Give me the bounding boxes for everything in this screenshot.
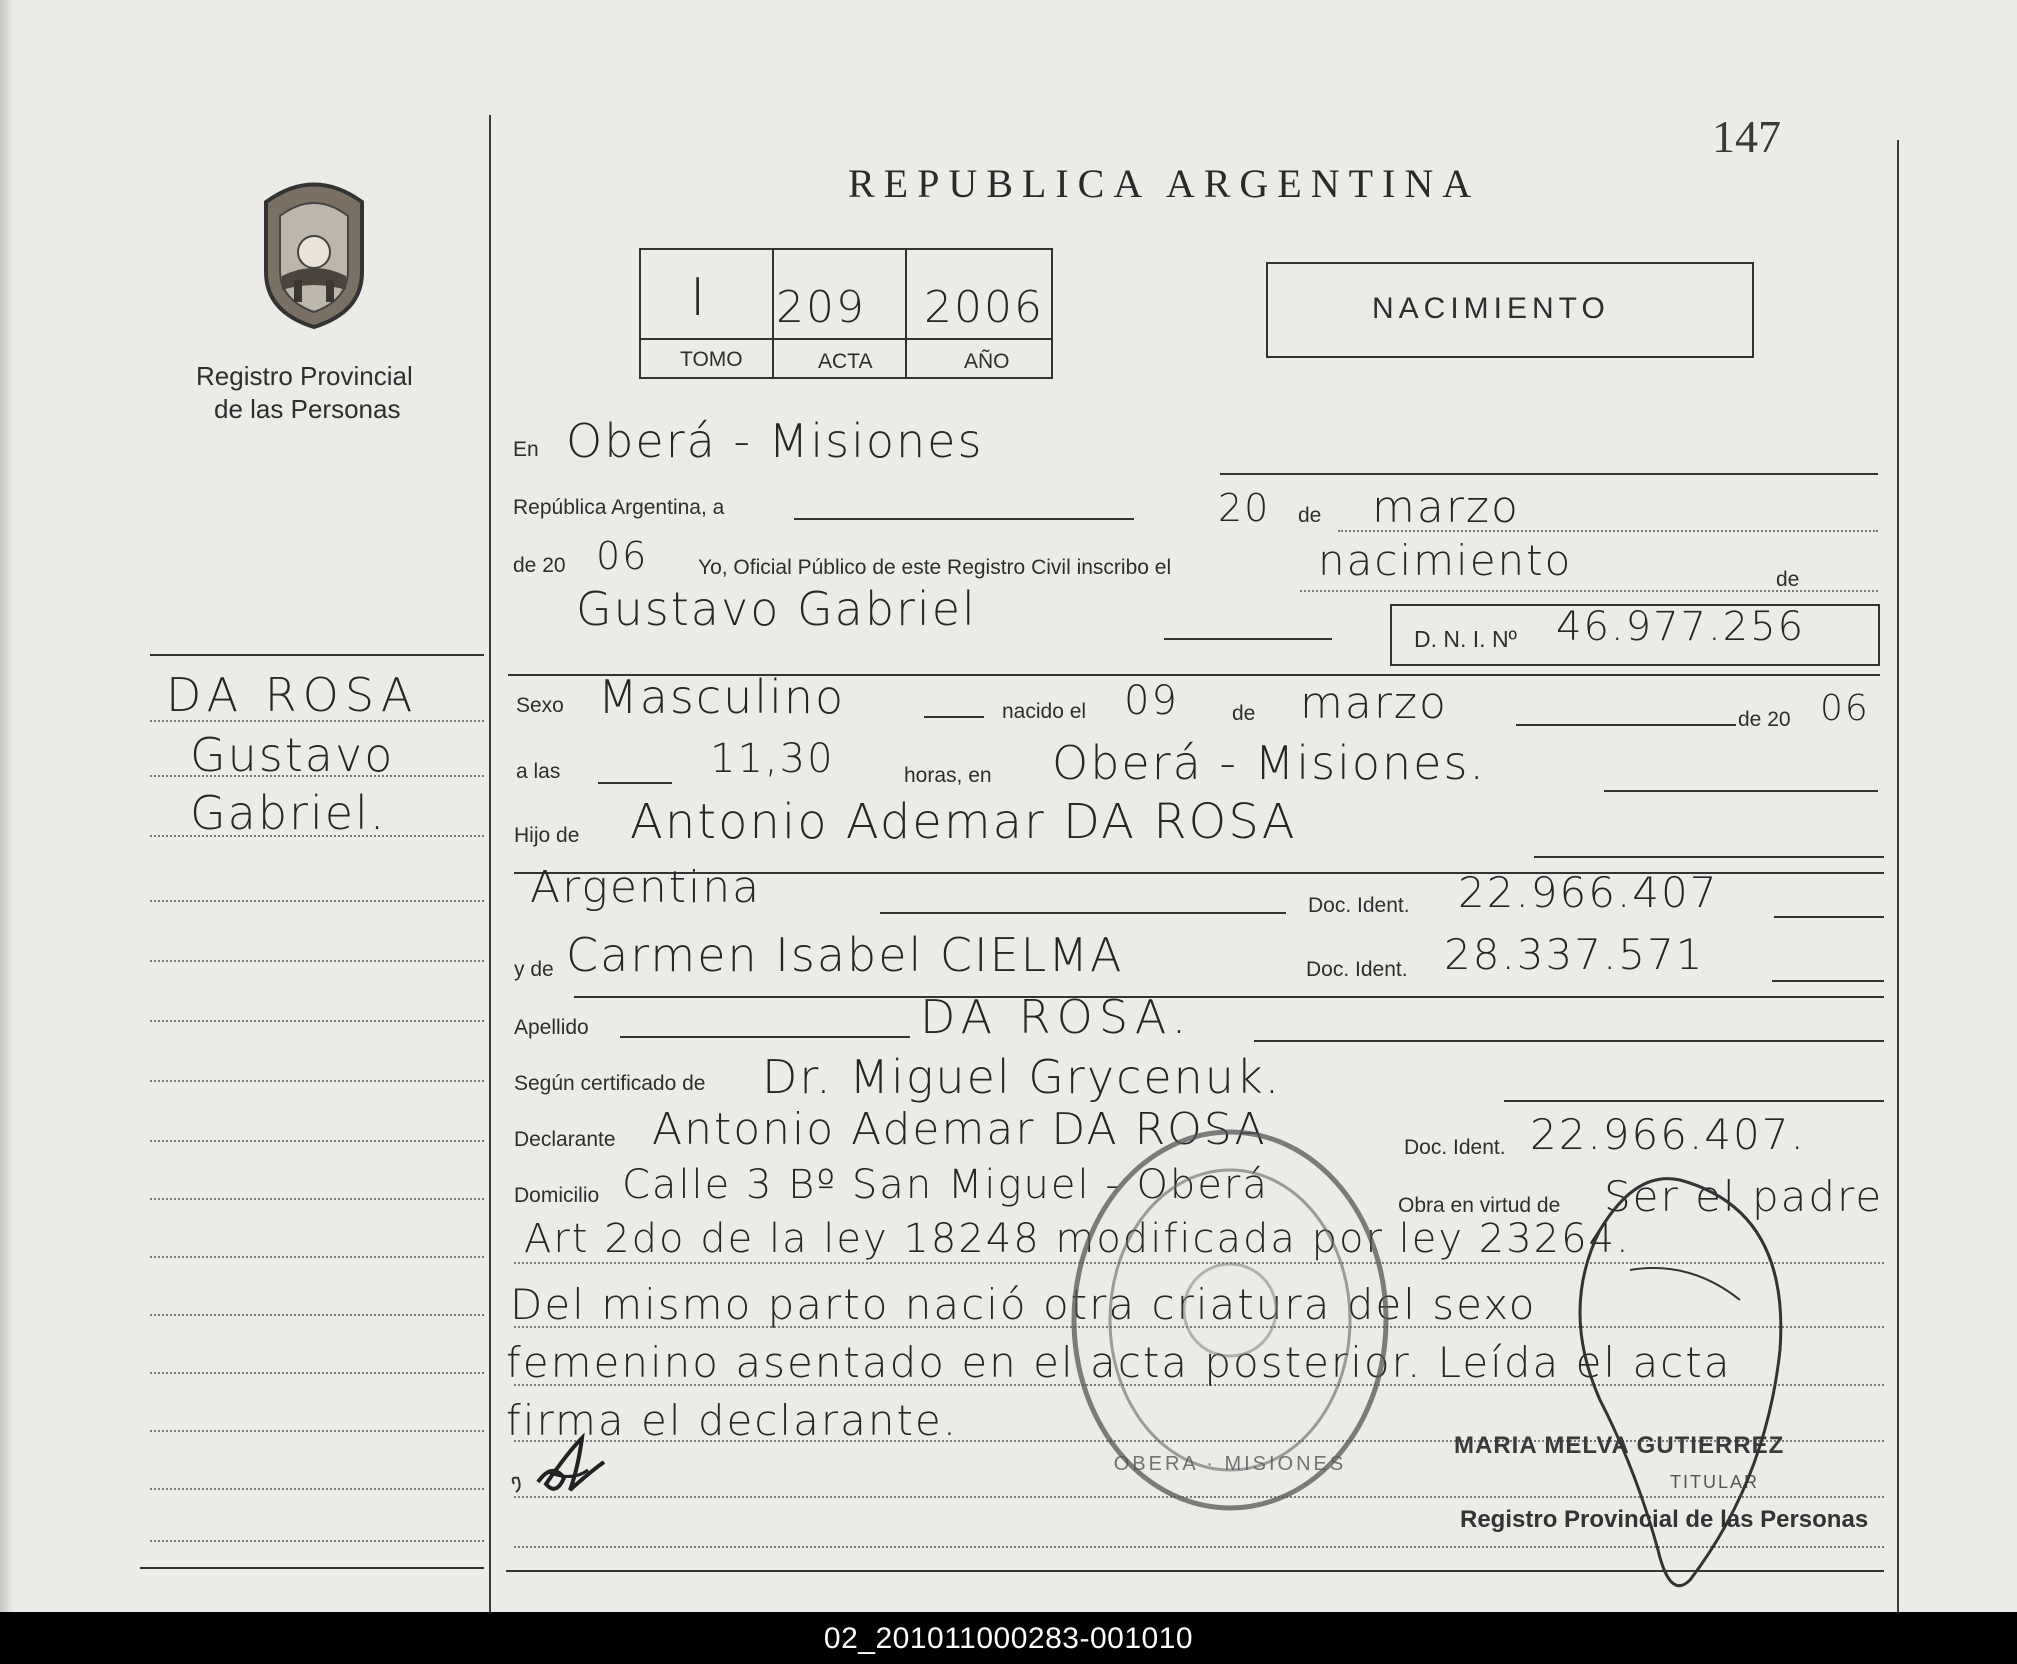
note-line-1: Art 2do de la ley 18248 modificada por ley 23264.: [524, 1216, 1631, 1262]
rule: [1772, 980, 1884, 982]
note-line-2: Del mismo parto nació otra criatura del sexo: [510, 1280, 1537, 1329]
mother-name-value: Carmen Isabel CIELMA: [566, 928, 1124, 982]
provincial-seal-icon: [246, 172, 382, 332]
father-doc-label: Doc. Ident.: [1308, 894, 1410, 917]
de-label-3: de: [1232, 702, 1256, 725]
margin-bottom-rule: [140, 1567, 484, 1569]
declarante-doc-value: 22.966.407.: [1530, 1110, 1806, 1159]
birth-year-prefix: de 20: [1738, 708, 1791, 731]
en-label: En: [513, 438, 539, 461]
hijo-label: Hijo de: [514, 824, 580, 847]
sexo-label: Sexo: [516, 694, 564, 717]
margin-line: [150, 1488, 484, 1490]
father-nationality-value: Argentina: [530, 862, 762, 913]
acta-label: ACTA: [818, 350, 873, 373]
birth-day-value: 09: [1124, 678, 1179, 724]
margin-top-rule: [150, 654, 484, 656]
de-label-1: de: [1298, 504, 1322, 527]
official-round-seal: [1060, 1120, 1400, 1520]
note-line-3: femenino asentado en el acta posterior. Leída el acta: [506, 1338, 1732, 1387]
birth-time-value: 11,30: [710, 736, 835, 782]
domicilio-label: Domicilio: [514, 1184, 600, 1207]
child-name-value: Gustavo Gabriel: [576, 582, 977, 636]
mother-doc-label: Doc. Ident.: [1306, 958, 1408, 981]
declarant-signature: [508, 1432, 628, 1500]
column-divider-left: [489, 115, 491, 1612]
rule: [1164, 638, 1332, 640]
alas-label: a las: [516, 760, 561, 783]
rule: [1516, 724, 1736, 726]
birth-year-suffix: 06: [1820, 688, 1870, 729]
acta-value: 209: [776, 282, 866, 333]
father-name-value: Antonio Ademar DA ROSA: [630, 794, 1297, 850]
declarante-label: Declarante: [514, 1128, 616, 1151]
de-label-2: de: [1776, 568, 1800, 591]
year-suffix: 06: [596, 534, 649, 578]
margin-line: [150, 1140, 484, 1142]
seal-city-text: OBERA · MISIONES: [1113, 1453, 1347, 1475]
rule: [1534, 856, 1884, 858]
day-value: 20: [1218, 486, 1271, 530]
certificado-value: Dr. Miguel Grycenuk.: [762, 1050, 1282, 1104]
record-type: NACIMIENTO: [1372, 292, 1610, 325]
father-doc-value: 22.966.407: [1458, 868, 1719, 917]
margin-line: [150, 900, 484, 902]
republica-label: República Argentina, a: [513, 496, 725, 519]
official-signature: [1540, 1150, 1800, 1612]
anio-label: AÑO: [964, 350, 1010, 373]
margin-line: [150, 1080, 484, 1082]
rule: [924, 716, 984, 718]
place-value: Oberá - Misiones: [566, 414, 984, 468]
official-office: Registro Provincial de las Personas: [1460, 1506, 1869, 1533]
rule: [1604, 790, 1878, 792]
page-number: 147: [1712, 111, 1781, 162]
sexo-value: Masculino: [598, 670, 846, 724]
act-kind-value: nacimiento: [1318, 536, 1573, 585]
dni-label: D. N. I. Nº: [1414, 626, 1517, 652]
birth-place-value: Oberá - Misiones.: [1052, 736, 1487, 790]
declarante-doc-label: Doc. Ident.: [1404, 1136, 1506, 1159]
registry-name-line1: Registro Provincial: [196, 361, 413, 391]
rule: [880, 912, 1286, 914]
tomo-label: TOMO: [680, 348, 743, 371]
registry-name-line2: de las Personas: [214, 394, 401, 424]
margin-line: [150, 1256, 484, 1258]
page-edge-shadow: [0, 0, 14, 1612]
obra-label: Obra en virtud de: [1398, 1194, 1561, 1217]
declarante-value: Antonio Ademar DA ROSA: [652, 1104, 1267, 1155]
tomo-value: I: [690, 268, 708, 328]
oficial-text: Yo, Oficial Público de este Registro Civil inscribo el: [698, 556, 1172, 579]
rule: [1774, 916, 1884, 918]
margin-line: [150, 1198, 484, 1200]
apellido-label: Apellido: [514, 1016, 589, 1039]
column-divider-right: [1897, 140, 1899, 1612]
margin-surname: DA ROSA: [166, 668, 419, 722]
footer-caption: 02_201011000283-001010: [823, 1622, 1194, 1655]
rule: [620, 1036, 910, 1038]
margin-line: [150, 1020, 484, 1022]
yde-label: y de: [514, 958, 554, 981]
rule: [574, 996, 1884, 998]
obra-value: Ser el padre: [1604, 1172, 1884, 1221]
mother-doc-value: 28.337.571: [1444, 930, 1705, 979]
margin-line: [150, 1430, 484, 1432]
rule: [794, 518, 1134, 520]
margin-first-name: Gustavo: [190, 728, 395, 782]
anio-value: 2006: [924, 282, 1044, 333]
horas-label: horas, en: [904, 764, 992, 787]
margin-line: [150, 1372, 484, 1374]
official-name: MARIA MELVA GUTIERREZ: [1454, 1432, 1785, 1459]
domicilio-value: Calle 3 Bº San Miguel - Oberá: [622, 1162, 1269, 1208]
segun-label: Según certificado de: [514, 1072, 706, 1095]
official-title: TITULAR: [1670, 1472, 1760, 1492]
rule: [1220, 473, 1878, 475]
dni-value: 46.977.256: [1556, 604, 1806, 650]
nacido-label: nacido el: [1002, 700, 1087, 723]
apellido-value: DA ROSA.: [920, 990, 1193, 1044]
page-title: REPUBLICA ARGENTINA: [848, 161, 1481, 206]
month-value: marzo: [1372, 482, 1520, 533]
margin-middle-name: Gabriel.: [190, 786, 387, 840]
rule: [598, 782, 672, 784]
rule: [1504, 1100, 1884, 1102]
margin-line: [150, 1540, 484, 1542]
year-prefix: de 20: [513, 554, 566, 577]
margin-line: [150, 1314, 484, 1316]
note-line-4: firma el declarante.: [506, 1396, 959, 1445]
margin-line: [150, 960, 484, 962]
rule: [1254, 1040, 1884, 1042]
birth-month-value: marzo: [1300, 678, 1448, 729]
rule: [1300, 590, 1878, 592]
